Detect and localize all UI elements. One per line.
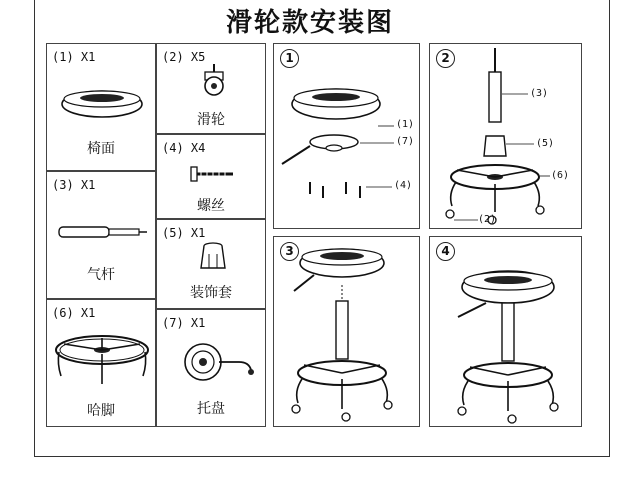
step-4-panel bbox=[429, 236, 582, 427]
step-2-diagram bbox=[430, 44, 583, 230]
screw-icon bbox=[189, 159, 237, 189]
gas-lift-icon bbox=[55, 220, 149, 244]
part-caption: 滑轮 bbox=[197, 112, 225, 128]
part-cell-seat bbox=[46, 43, 156, 171]
callout-label: (3) bbox=[530, 88, 549, 99]
part-caption: 螺丝 bbox=[197, 198, 225, 214]
part-caption: 托盘 bbox=[197, 401, 225, 417]
step-number: 2 bbox=[436, 49, 455, 68]
part-cell-tray bbox=[156, 309, 266, 427]
caster-wheel-icon bbox=[197, 62, 231, 98]
step-3-diagram bbox=[274, 237, 421, 428]
step-3-panel bbox=[273, 236, 420, 427]
mechanism-tray-icon bbox=[179, 340, 255, 386]
part-tag: (5) X1 bbox=[162, 226, 206, 240]
callout-label: (5) bbox=[536, 138, 555, 149]
page-title: 滑轮款安装图 bbox=[225, 8, 394, 38]
callout-label: (6) bbox=[551, 170, 570, 181]
callout-label: (4) bbox=[394, 180, 413, 191]
part-cell-screw bbox=[156, 134, 266, 219]
part-tag: (7) X1 bbox=[162, 316, 206, 330]
part-caption: 哈脚 bbox=[87, 403, 115, 419]
step-number: 1 bbox=[280, 49, 299, 68]
step-2-panel bbox=[429, 43, 582, 229]
seat-cushion-icon bbox=[59, 86, 145, 122]
callout-label: (7) bbox=[396, 136, 415, 147]
callout-label: (2) bbox=[478, 214, 497, 225]
part-tag: (4) X4 bbox=[162, 141, 206, 155]
foot-ring-icon bbox=[51, 330, 153, 390]
part-cell-gas-lift bbox=[46, 171, 156, 299]
part-tag: (1) X1 bbox=[52, 50, 96, 64]
part-cell-sleeve bbox=[156, 219, 266, 309]
step-number: 3 bbox=[280, 242, 299, 261]
step-number: 4 bbox=[436, 242, 455, 261]
part-cell-base bbox=[46, 299, 156, 427]
part-tag: (3) X1 bbox=[52, 178, 96, 192]
sleeve-cover-icon bbox=[197, 240, 229, 274]
step-1-panel bbox=[273, 43, 420, 229]
part-cell-caster bbox=[156, 43, 266, 134]
part-caption: 椅面 bbox=[87, 141, 115, 157]
part-caption: 装饰套 bbox=[190, 285, 232, 301]
part-caption: 气杆 bbox=[87, 267, 115, 283]
part-tag: (6) X1 bbox=[52, 306, 96, 320]
callout-label: (1) bbox=[396, 119, 415, 130]
step-4-diagram bbox=[430, 237, 583, 428]
part-tag: (2) X5 bbox=[162, 50, 206, 64]
